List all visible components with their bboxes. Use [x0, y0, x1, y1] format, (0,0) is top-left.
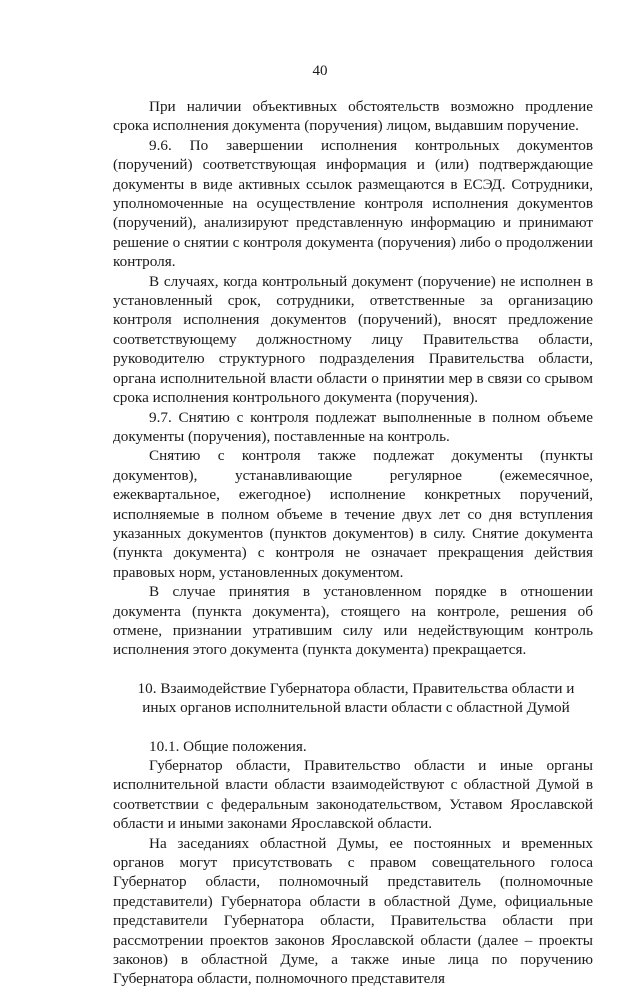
page-number: 40 [312, 63, 328, 79]
paragraph-9-7: 9.7. Снятию с контроля подлежат выполненные в полном объеме документы (поручения), поставленные на контроль. [113, 408, 593, 445]
paragraph-missed-deadline: В случаях, когда контрольный документ (поручение) не исполнен в установленный срок, сотрудники, ответственные за организацию контроля исполнения документов (поручений), вносят предложение соответствующему должностному лицу Правительства области, руководителю структурного подразделения Правительства области, органа исполнительной власти области о принятии мер в связи со срывом срока исполнения контрольного документа (поручения). [113, 272, 593, 407]
subsection-heading: 10.1. Общие положения. [149, 737, 307, 755]
paragraph-interaction-with-duma: Губернатор области, Правительство области и иные органы исполнительной власти области взаимодействуют с областной Думой в соответствии с федеральным законодательством, Уставом Ярославской области и иными законами Ярославской области. [113, 757, 593, 833]
paragraph-extension-of-deadline: При наличии объективных обстоятельств возможно продление срока исполнения документа (поручения) лицом, выдавшим поручение. [113, 98, 593, 135]
paragraph-cancellation: В случае принятия в установленном порядке в отношении документа (пункта документа), стоящего на контроле, решения об отмене, признании утратившим силу или недействующим контроль исполнения этого документа (пункта документа) прекращается. [113, 583, 593, 659]
paragraph-9-6: 9.6. По завершении исполнения контрольных документов (поручений) соответствующая информация и (или) подтверждающие документы в виде активных ссылок размещаются в ЕСЭД. Сотрудники, уполномоченные на осуществление контроля исполнения документов (поручений), анализируют представленную информацию и принимают решение о снятии с контроля документа (поручения) либо о продолжении контроля. [113, 136, 593, 271]
paragraph-duma-sessions: На заседаниях областной Думы, ее постоянных и временных органов могут присутствовать с правом совещательного голоса Губернатор области, полномочный представитель (полномочные представители) Губернатора области в областной Думе, официальные представители Губернатора области, Правительства области при рассмотрении проектов законов Ярославской области (далее – проекты законов) в областной Думе, а также иные лица по поручению Губернатора области, полномочного представителя [113, 834, 593, 988]
section-heading: 10. Взаимодействие Губернатора области, Правительства области и иных органов исполнительной власти области с областной Думой [137, 679, 575, 717]
paragraph-regular-execution: Снятию с контроля также подлежат документы (пункты документов), устанавливающие регулярное (ежемесячное, ежеквартальное, ежегодное) исполнение конкретных поручений, исполняемые в полном объеме в течение двух лет со дня вступления указанных документов (пунктов документов) в силу. Снятие документа (пункта документа) с контроля не означает прекращения действия правовых норм, установленных документом. [113, 447, 593, 581]
document-body [113, 97, 593, 989]
